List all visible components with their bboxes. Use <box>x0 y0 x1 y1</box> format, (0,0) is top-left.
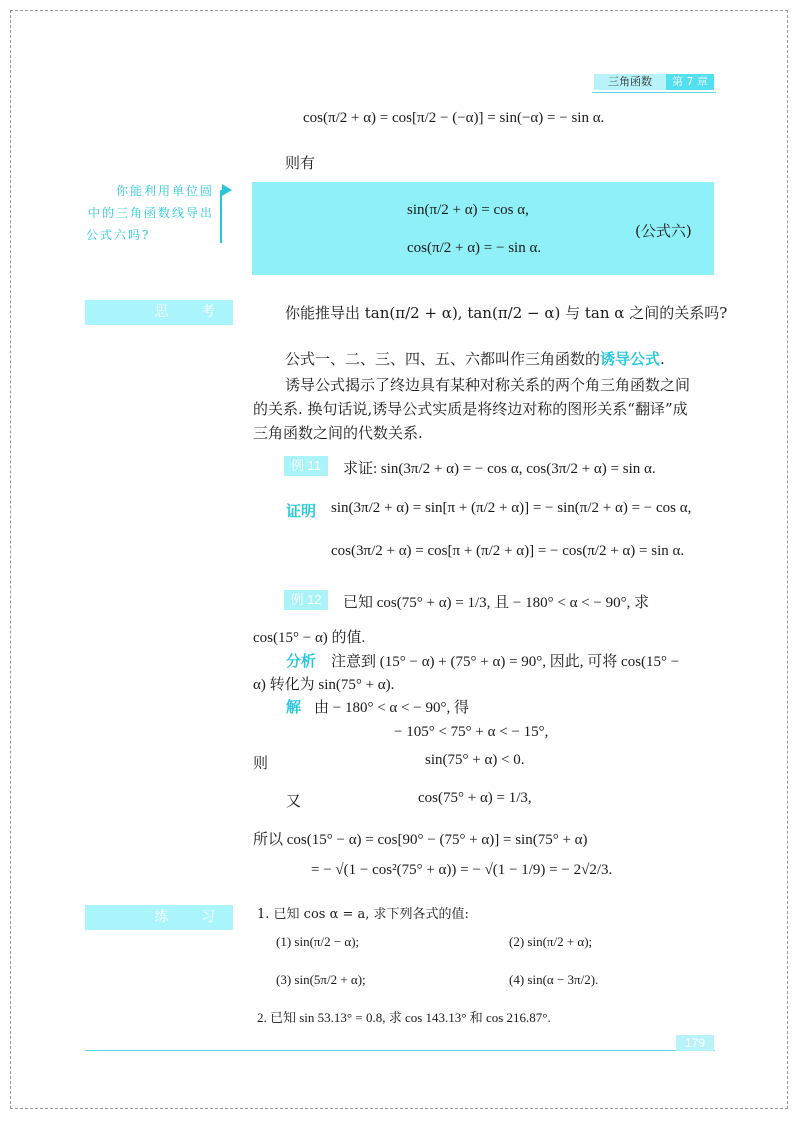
induction-formula-term: 诱导公式 <box>600 350 661 368</box>
margin-note-arrow-icon <box>222 184 232 196</box>
practice-label: 练 习 <box>85 905 233 930</box>
solution-line2: − 105° < 75° + α < − 15°, <box>394 724 549 740</box>
intro-period: . <box>660 350 665 368</box>
solution-line4: cos(75° + α) = 1/3, <box>418 790 532 806</box>
proof-label: 证明 <box>286 502 317 520</box>
margin-note-line: 公式六吗? <box>86 228 151 242</box>
example12-label: 例 12 <box>284 590 328 610</box>
practice-item: (1) sin(π/2 − α); <box>276 934 360 949</box>
chapter-number: 第 7 章 <box>666 74 714 90</box>
margin-note-line: 中的三角函数线导出 <box>87 206 214 220</box>
practice-item: (4) sin(α − 3π/2). <box>509 972 599 987</box>
example11-statement: 求证: sin(3π/2 + α) = − cos α, cos(3π/2 + α) = sin α. <box>343 461 656 477</box>
solution-then: 则 <box>253 754 269 772</box>
analysis-label: 分析 <box>286 652 317 670</box>
intro-text: 公式一、二、三、四、五、六都叫作三角函数的 <box>285 350 601 368</box>
analysis-line1: 注意到 (15° − α) + (75° + α) = 90°, 因此, 可将 cos(15° − <box>331 654 680 670</box>
formula-six-label: (公式六) <box>635 222 692 240</box>
proof-line1: sin(3π/2 + α) = sin[π + (π/2 + α)] = − sin(π/2 + α) = − cos α, <box>331 500 692 516</box>
intro-line1 <box>285 348 665 369</box>
intro-para-line: 诱导公式揭示了终边具有某种对称关系的两个角三角函数之间 <box>285 376 691 394</box>
practice-q2: 2. 已知 sin 53.13° = 0.8, 求 cos 143.13° 和 cos 216.87°. <box>257 1010 551 1025</box>
margin-note-line: 你能利用单位圆 <box>115 184 214 198</box>
header-rule <box>592 92 716 93</box>
page-number: 179 <box>676 1035 714 1051</box>
proof-line2: cos(3π/2 + α) = cos[π + (π/2 + α)] = − cos(π/2 + α) = sin α. <box>331 543 685 559</box>
intro-para-line: 的关系. 换句话说,诱导公式实质是将终边对称的图形关系“翻译”成 <box>253 400 688 418</box>
think-label: 思 考 <box>85 300 233 325</box>
formula-six-box <box>252 182 714 275</box>
top-equation: cos(π/2 + α) = cos[π/2 − (−α)] = sin(−α) = − sin α. <box>303 110 605 126</box>
practice-item: (2) sin(π/2 + α); <box>509 934 593 949</box>
solution-line5: 所以 cos(15° − α) = cos[90° − (75° + α)] = sin(75° + α) <box>253 832 588 848</box>
solution-also: 又 <box>286 792 302 810</box>
formula-six-eq2: cos(π/2 + α) = − sin α. <box>407 240 542 256</box>
solution-line3: sin(75° + α) < 0. <box>425 752 525 768</box>
intro-para-line: 三角函数之间的代数关系. <box>253 424 423 442</box>
example11-label: 例 11 <box>284 456 328 476</box>
solution-label: 解 <box>286 698 302 716</box>
practice-q1: 1. 已知 cos α = a, 求下列各式的值: <box>257 907 469 922</box>
example12-statement-cont: cos(15° − α) 的值. <box>253 630 366 646</box>
chapter-title: 三角函数 <box>594 74 666 90</box>
think-question: 你能推导出 tan(π/2 + α), tan(π/2 − α) 与 tan α 之间的关系吗? <box>285 304 728 322</box>
footer-rule <box>85 1050 715 1051</box>
example12-statement: 已知 cos(75° + α) = 1/3, 且 − 180° < α < − 90°, 求 <box>343 595 650 611</box>
analysis-line2: α) 转化为 sin(75° + α). <box>253 677 395 693</box>
solution-line1: 由 − 180° < α < − 90°, 得 <box>314 700 469 716</box>
solution-line6: = − √(1 − cos²(75° + α)) = − √(1 − 1/9) = − 2√2/3. <box>311 862 613 878</box>
formula-six-eq1: sin(π/2 + α) = cos α, <box>407 202 529 218</box>
practice-item: (3) sin(5π/2 + α); <box>276 972 366 987</box>
then-have: 则有 <box>285 154 316 172</box>
margin-note-bar <box>220 190 222 243</box>
margin-note <box>86 180 214 246</box>
